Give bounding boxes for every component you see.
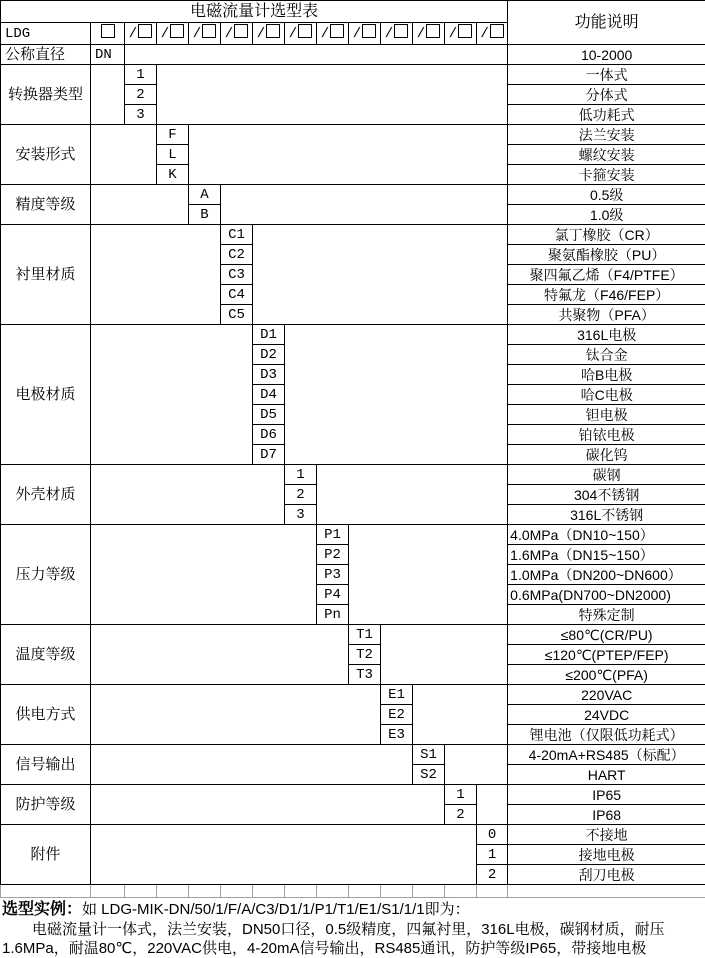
desc-cell: 钛合金 — [508, 345, 705, 365]
desc-cell: 哈B电极 — [508, 365, 705, 385]
code-cell: 1 — [445, 785, 477, 805]
code-cell: T1 — [349, 625, 381, 645]
code-box-icon — [266, 24, 280, 38]
grid-cell — [125, 885, 157, 898]
section-label: 温度等级 — [1, 625, 91, 685]
code-cell: D5 — [253, 405, 285, 425]
gridline-row — [1, 885, 705, 898]
desc-cell: 卡箍安装 — [508, 165, 705, 185]
code-cell: P4 — [317, 585, 349, 605]
code-cell: C2 — [221, 245, 253, 265]
spreadsheet-gridline-row — [0, 885, 705, 898]
empty-span-cell — [91, 525, 317, 625]
desc-cell: 220VAC — [508, 685, 705, 705]
slash-glyph: / — [417, 26, 425, 42]
section-label: 安装形式 — [1, 125, 91, 185]
section-row — [1, 685, 705, 705]
code-cell: C1 — [221, 225, 253, 245]
desc-cell: IP68 — [508, 805, 705, 825]
selection-example — [0, 898, 705, 958]
empty-span-cell — [477, 785, 508, 825]
code-cell: 3 — [125, 105, 157, 125]
desc-cell: 氯丁橡胶（CR） — [508, 225, 705, 245]
desc-cell: 1.0级 — [508, 205, 705, 225]
model-code-cell — [125, 23, 157, 45]
code-cell: P1 — [317, 525, 349, 545]
code-cell: 2 — [445, 805, 477, 825]
slash-glyph: / — [480, 26, 488, 42]
model-code-cell — [349, 23, 381, 45]
model-code-cell — [413, 23, 445, 45]
slash-glyph: / — [353, 26, 361, 42]
desc-cell: 4.0MPa（DN10~150） — [508, 525, 705, 545]
desc-cell: 共聚物（PFA） — [508, 305, 705, 325]
code-cell: D4 — [253, 385, 285, 405]
empty-span-cell — [445, 745, 508, 785]
section-label: 公称直径 — [1, 45, 91, 65]
grid-cell — [91, 885, 125, 898]
desc-cell: 10-2000 — [508, 45, 705, 65]
code-cell: 1 — [477, 845, 508, 865]
desc-cell: 316L电极 — [508, 325, 705, 345]
code-cell: S2 — [413, 765, 445, 785]
section-label: 精度等级 — [1, 185, 91, 225]
desc-cell: 1.6MPa（DN15~150） — [508, 545, 705, 565]
model-code-cell — [189, 23, 221, 45]
empty-span-cell — [91, 685, 381, 745]
code-cell: D7 — [253, 445, 285, 465]
slash-glyph: / — [129, 26, 137, 42]
code-cell: E2 — [381, 705, 413, 725]
example-description: 电磁流量计一体式，法兰安装，DN50口径，0.5级精度，四氟衬里，316L电极，碳钢材质，耐压1.6MPa，耐温80℃，220VAC供电，4-20mA信号输出，RS485通讯，防护等级IP65，带接地电极 — [2, 920, 703, 958]
section-row — [1, 185, 705, 205]
code-cell: K — [157, 165, 189, 185]
code-box-icon — [330, 24, 344, 38]
code-cell: P3 — [317, 565, 349, 585]
model-code-cell — [221, 23, 253, 45]
desc-cell: 聚四氟乙烯（F4/PTFE） — [508, 265, 705, 285]
model-code-cell — [253, 23, 285, 45]
empty-span-cell — [91, 785, 445, 825]
desc-cell: 螺纹安装 — [508, 145, 705, 165]
desc-cell: ≤120℃(PTEP/FEP) — [508, 645, 705, 665]
code-box-icon — [101, 24, 115, 38]
desc-cell: 哈C电极 — [508, 385, 705, 405]
slash-glyph: / — [289, 26, 297, 42]
code-cell: 2 — [285, 485, 317, 505]
diameter-row — [1, 45, 705, 65]
model-code-cell — [157, 23, 189, 45]
empty-span-cell — [91, 625, 349, 685]
slash-glyph: / — [449, 26, 457, 42]
empty-span-cell — [91, 325, 253, 465]
empty-span-cell — [125, 45, 508, 65]
desc-cell: IP65 — [508, 785, 705, 805]
code-cell: 0 — [477, 825, 508, 845]
code-cell: B — [189, 205, 221, 225]
code-cell: L — [157, 145, 189, 165]
grid-cell — [285, 885, 317, 898]
empty-span-cell — [381, 625, 508, 685]
section-label: 外壳材质 — [1, 465, 91, 525]
desc-cell: 316L不锈钢 — [508, 505, 705, 525]
section-label: 电极材质 — [1, 325, 91, 465]
slash-glyph: / — [161, 26, 169, 42]
code-cell: E3 — [381, 725, 413, 745]
code-cell: T2 — [349, 645, 381, 665]
desc-cell: HART — [508, 765, 705, 785]
section-row — [1, 825, 705, 845]
code-cell: 2 — [477, 865, 508, 885]
desc-cell: 锂电池（仅限低功耗式） — [508, 725, 705, 745]
grid-cell — [157, 885, 189, 898]
desc-cell: 钽电极 — [508, 405, 705, 425]
code-cell: Pn — [317, 605, 349, 625]
section-row — [1, 325, 705, 345]
grid-cell — [349, 885, 381, 898]
empty-span-cell — [349, 525, 508, 625]
model-code-cell — [445, 23, 477, 45]
desc-cell: 分体式 — [508, 85, 705, 105]
section-label: 防护等级 — [1, 785, 91, 825]
code-box-icon — [138, 24, 152, 38]
desc-cell: 刮刀电极 — [508, 865, 705, 885]
section-row — [1, 465, 705, 485]
code-cell: C5 — [221, 305, 253, 325]
empty-span-cell — [317, 465, 508, 525]
desc-cell: 铂铱电极 — [508, 425, 705, 445]
empty-span-cell — [91, 125, 157, 185]
desc-cell: 不接地 — [508, 825, 705, 845]
code-cell: DN — [91, 45, 125, 65]
desc-cell: 特殊定制 — [508, 605, 705, 625]
code-box-icon — [490, 24, 504, 38]
code-box-icon — [234, 24, 248, 38]
desc-cell: 碳化钨 — [508, 445, 705, 465]
section-row — [1, 65, 705, 85]
code-cell: A — [189, 185, 221, 205]
empty-span-cell — [91, 185, 189, 225]
desc-cell: 1.0MPa（DN200~DN600） — [508, 565, 705, 585]
section-label: 转换器类型 — [1, 65, 91, 125]
empty-span-cell — [189, 125, 508, 185]
slash-glyph: / — [193, 26, 201, 42]
section-label: 信号输出 — [1, 745, 91, 785]
example-lead-label: 选型实例： — [2, 901, 82, 918]
desc-cell: 聚氨酯橡胶（PU） — [508, 245, 705, 265]
model-code-cell — [91, 23, 125, 45]
slash-glyph: / — [225, 26, 233, 42]
function-column-header: 功能说明 — [508, 1, 705, 45]
grid-cell — [508, 885, 705, 898]
desc-cell: 4-20mA+RS485（标配） — [508, 745, 705, 765]
code-cell: P2 — [317, 545, 349, 565]
desc-cell: 304不锈钢 — [508, 485, 705, 505]
code-cell: 1 — [125, 65, 157, 85]
code-cell: D2 — [253, 345, 285, 365]
example-code-line — [2, 899, 703, 920]
code-cell: D3 — [253, 365, 285, 385]
desc-cell: 0.5级 — [508, 185, 705, 205]
section-row — [1, 785, 705, 805]
section-label: 压力等级 — [1, 525, 91, 625]
desc-cell: 24VDC — [508, 705, 705, 725]
empty-span-cell — [91, 825, 477, 885]
empty-span-cell — [285, 325, 508, 465]
code-box-icon — [362, 24, 376, 38]
slash-glyph: / — [385, 26, 393, 42]
model-code-cell — [381, 23, 413, 45]
slash-glyph: / — [257, 26, 265, 42]
section-label: 衬里材质 — [1, 225, 91, 325]
section-label: 附件 — [1, 825, 91, 885]
grid-cell — [477, 885, 508, 898]
desc-cell: ≤80℃(CR/PU) — [508, 625, 705, 645]
section-row — [1, 125, 705, 145]
empty-span-cell — [157, 65, 508, 125]
desc-cell: 一体式 — [508, 65, 705, 85]
grid-cell — [221, 885, 253, 898]
title-row — [1, 1, 705, 23]
code-cell: E1 — [381, 685, 413, 705]
code-box-icon — [394, 24, 408, 38]
grid-cell — [317, 885, 349, 898]
table-title: 电磁流量计选型表 — [1, 1, 508, 23]
model-code-cell — [477, 23, 508, 45]
code-box-icon — [298, 24, 312, 38]
empty-span-cell — [91, 465, 285, 525]
desc-cell: 碳钢 — [508, 465, 705, 485]
code-cell: D6 — [253, 425, 285, 445]
desc-cell: 法兰安装 — [508, 125, 705, 145]
slash-glyph: / — [321, 26, 329, 42]
empty-span-cell — [253, 225, 508, 325]
grid-cell — [253, 885, 285, 898]
model-code-cell — [317, 23, 349, 45]
section-row — [1, 525, 705, 545]
desc-cell: 特氟龙（F46/FEP） — [508, 285, 705, 305]
grid-cell — [413, 885, 445, 898]
code-box-icon — [202, 24, 216, 38]
empty-span-cell — [91, 745, 413, 785]
grid-cell — [1, 885, 91, 898]
code-cell: C4 — [221, 285, 253, 305]
example-model-code: 如 LDG-MIK-DN/50/1/F/A/C3/D1/1/P1/T1/E1/S1/1/1即为： — [82, 901, 470, 918]
empty-span-cell — [91, 225, 221, 325]
model-code-cell — [285, 23, 317, 45]
code-box-icon — [170, 24, 184, 38]
section-row — [1, 225, 705, 245]
code-cell: F — [157, 125, 189, 145]
grid-cell — [445, 885, 477, 898]
code-cell: T3 — [349, 665, 381, 685]
empty-span-cell — [413, 685, 508, 745]
empty-span-cell — [221, 185, 508, 225]
empty-span-cell — [91, 65, 125, 125]
code-box-icon — [426, 24, 440, 38]
desc-cell: 0.6MPa(DN700~DN2000) — [508, 585, 705, 605]
code-cell: 3 — [285, 505, 317, 525]
desc-cell: 接地电极 — [508, 845, 705, 865]
section-row — [1, 745, 705, 765]
code-cell: D1 — [253, 325, 285, 345]
code-cell: 1 — [285, 465, 317, 485]
code-cell: 2 — [125, 85, 157, 105]
code-cell: C3 — [221, 265, 253, 285]
section-row — [1, 625, 705, 645]
code-cell: S1 — [413, 745, 445, 765]
grid-cell — [381, 885, 413, 898]
model-prefix: LDG — [1, 23, 91, 45]
grid-cell — [189, 885, 221, 898]
desc-cell: 低功耗式 — [508, 105, 705, 125]
section-label: 供电方式 — [1, 685, 91, 745]
desc-cell: ≤200℃(PFA) — [508, 665, 705, 685]
code-box-icon — [458, 24, 472, 38]
